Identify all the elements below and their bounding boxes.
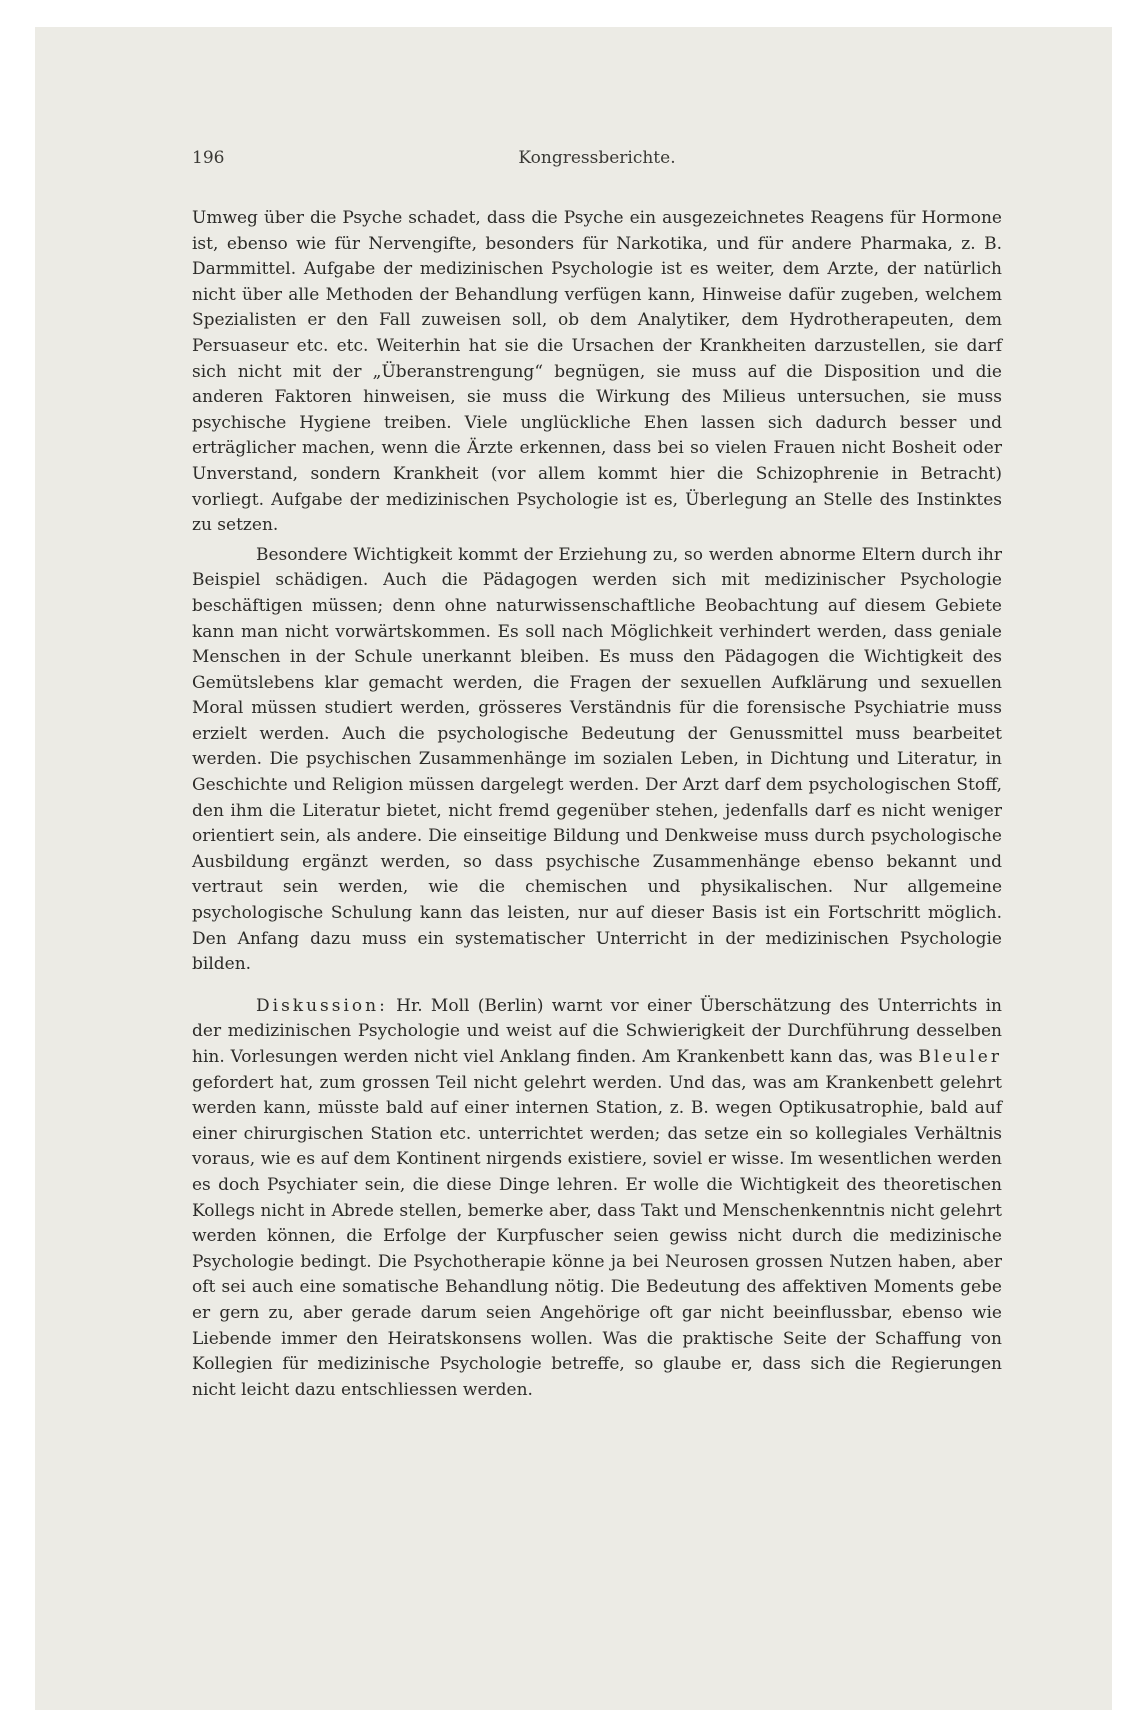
body-paragraph-2: Besondere Wichtigkeit kommt der Erziehung zu, so werden abnorme Eltern durch ihr Beispiel schädigen. Auch die Pädagogen werden sich mit medizinischer Psychologie beschäftigen müssen; denn ohne naturwissenschaftliche Beobachtung auf diesem Gebiete kann man nicht vorwärtskommen. Es soll nach Möglichkeit verhindert werden, dass geniale Menschen in der Schule unerkannt bleiben. Es muss den Pädagogen die Wichtigkeit des Gemütslebens klar gemacht werden, die Fragen der sexuellen Aufklärung und sexuellen Moral müssen studiert werden, grösseres Verständnis für die forensische Psychiatrie muss erzielt werden. Auch die psychologische Bedeutung der Genussmittel muss bearbeitet werden. Die psychischen Zusammenhänge im sozialen Leben, in Dichtung und Literatur, in Geschichte und Religion müssen dargelegt werden. Der Arzt darf dem psychologischen Stoff, den ihm die Literatur bietet, nicht fremd gegenüber stehen, jedenfalls darf es nicht weniger orientiert sein, als andere. Die einseitige Bildung und Denkweise muss durch psychologische Ausbildung ergänzt werden, so dass psychische Zusammenhänge ebenso bekannt und vertraut sein werden, wie die chemischen und physikalischen. Nur allgemeine psychologische Schulung kann das leisten, nur auf dieser Basis ist ein Fortschritt möglich. Den Anfang dazu muss ein systematischer Unterricht in der medizinischen Psychologie bilden. xyxy=(192,544,1002,975)
discussion-paragraph xyxy=(192,994,1002,1404)
discussion-person-name: Bleuler xyxy=(918,1047,1002,1067)
discussion-label: Diskussion: xyxy=(256,995,388,1016)
document-page xyxy=(192,146,1002,1403)
running-title: Kongressberichte. xyxy=(518,148,676,168)
discussion-text-part-1: Hr. Moll (Berlin) warnt vor einer Überschätzung des Unterrichts in der medizinischen Psychologie und weist auf die Schwierigkeit der Durchführung desselben hin. Vorlesungen werden nicht viel Anklang finden. Am Krankenbett kann das, was xyxy=(192,995,1002,1067)
body-paragraph-1: Umweg über die Psyche schadet, dass die Psyche ein ausgezeichnetes Reagens für Hormone ist, ebenso wie für Nervengifte, besonders für Narkotika, und für andere Pharmaka, z. B. Darmmittel. Aufgabe der medizinischen Psychologie ist es weiter, dem Arzte, der natürlich nicht über alle Methoden der Behandlung verfügen kann, Hinweise dafür zugeben, welchem Spezialisten er den Fall zuweisen soll, ob dem Analytiker, dem Hydrotherapeuten, dem Persuaseur etc. etc. Weiterhin hat sie die Ursachen der Krankheiten darzustellen, sie darf sich nicht mit der „Überanstrengung“ begnügen, sie muss auf die Disposition und die anderen Faktoren hinweisen, sie muss die Wirkung des Milieus untersuchen, sie muss psychische Hygiene treiben. Viele unglückliche Ehen lassen sich dadurch besser und erträglicher machen, wenn die Ärzte erkennen, dass bei so vielen Frauen nicht Bosheit oder Unverstand, sondern Krankheit (vor allem kommt hier die Schizophrenie in Betracht) vorliegt. Aufgabe der medizinischen Psychologie ist es, Überlegung an Stelle des Instinktes zu setzen. xyxy=(192,208,1002,536)
discussion-text-part-2: gefordert hat, zum grossen Teil nicht gelehrt werden. Und das, was am Krankenbett gelehrt werden kann, müsste bald auf einer internen Station, z. B. wegen Optikusatrophie, bald auf einer chirurgischen Station etc. unterrichtet werden; das setze ein so kollegiales Verhältnis voraus, wie es auf dem Kontinent nirgends existiere, soviel er wisse. Im wesentlichen werden es doch Psychiater sein, die diese Dinge lehren. Er wolle die Wichtigkeit des theoretischen Kollegs nicht in Abrede stellen, bemerke aber, dass Takt und Menschenkenntnis nicht gelehrt werden können, die Erfolge der Kurpfuscher seien gewiss nicht durch die medizinische Psychologie bedingt. Die Psychotherapie könne ja bei Neurosen grossen Nutzen haben, aber oft sei auch eine somatische Behandlung nötig. Die Bedeutung des affektiven Moments gebe er gern zu, aber gerade darum seien Angehörige oft gar nicht beeinflussbar, ebenso wie Liebende immer den Heiratskonsens wollen. Was die praktische Seite der Schaffung von Kollegien für medizinische Psychologie betreffe, so glaube er, dass sich die Regierungen nicht leicht dazu entschliessen werden. xyxy=(192,1072,1002,1400)
page-number: 196 xyxy=(192,148,225,168)
running-header xyxy=(192,146,1002,170)
